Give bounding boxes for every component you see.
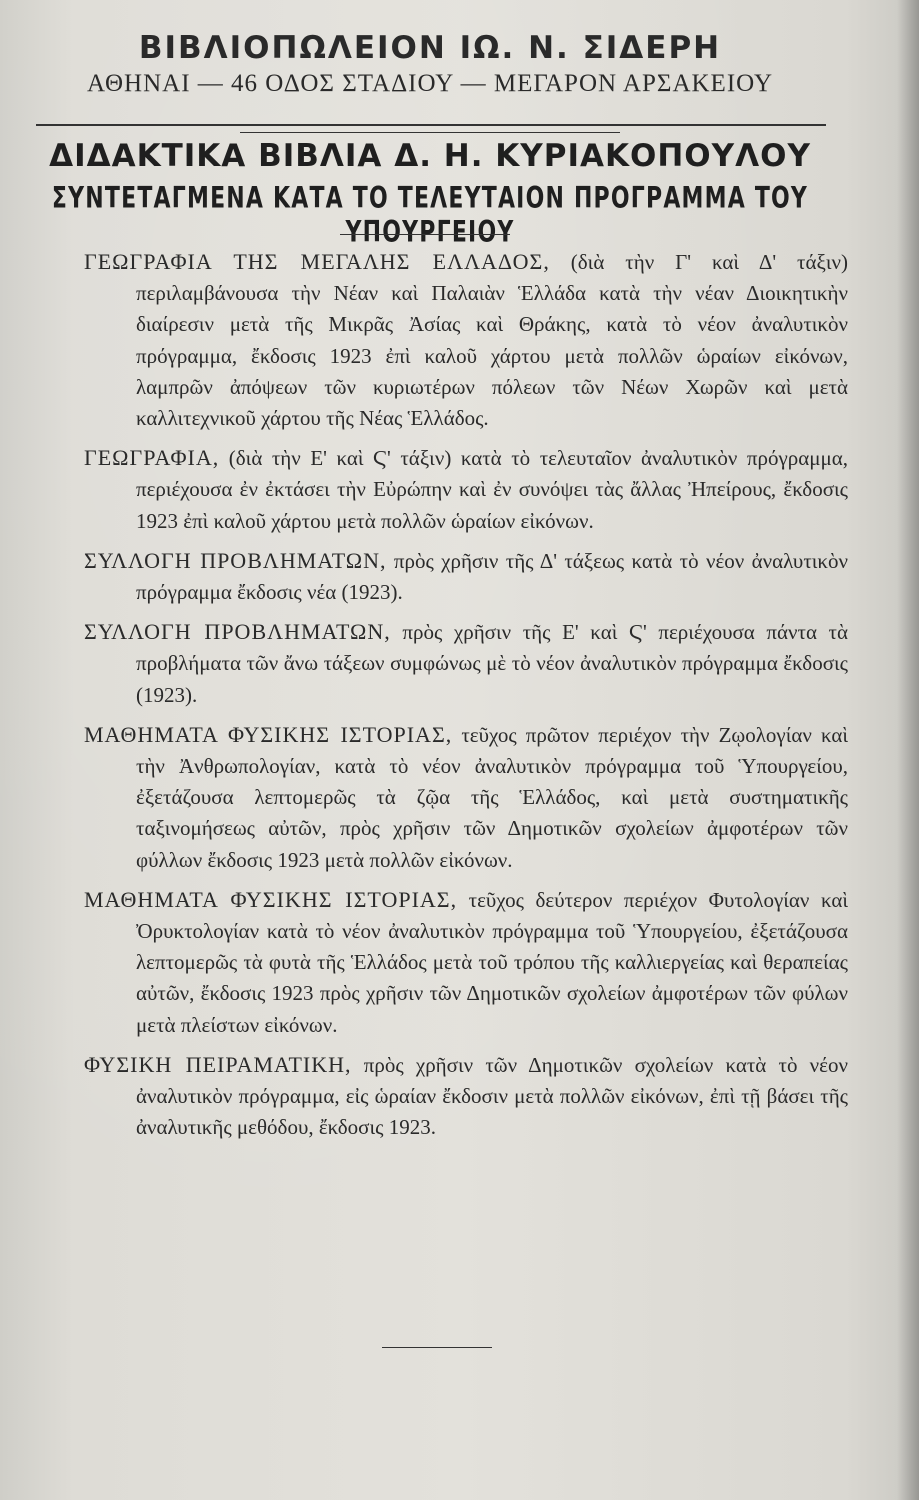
book-list (84, 246, 848, 1151)
book-entry (84, 545, 848, 608)
book-entry (84, 442, 848, 537)
book-title: ΣΥΛΛΟΓΗ ΠΡΟΒΛΗΜΑΤΩΝ, (84, 547, 387, 573)
book-description: πρὸς χρῆσιν τῆς Δ' τάξεως κατὰ τὸ νέον ἀναλυτικὸν πρόγραμμα ἔκδοσις νέα (1923). (136, 548, 848, 605)
header-rule (36, 124, 826, 126)
book-title: ΜΑΘΗΜΑΤΑ ΦΥΣΙΚΗΣ ΙΣΤΟΡΙΑΣ, (84, 721, 453, 747)
book-entry (84, 1049, 848, 1144)
book-description: πρὸς χρῆσιν τῶν Δημοτικῶν σχολείων κατὰ τὸ νέον ἀναλυτικὸν πρόγραμμα, εἰς ὡραίαν ἔκδοσιν μετὰ πολλῶν εἰκόνων, ἐπὶ τῇ βάσει τῆς ἀναλυτικῆς μεθόδου, ἔκδοσις 1923. (136, 1052, 848, 1140)
book-title: ΓΕΩΓΡΑΦΙΑ ΤΗΣ ΜΕΓΑΛΗΣ ΕΛΛΑΔΟΣ, (84, 249, 550, 274)
book-title: ΓΕΩΓΡΑΦΙΑ, (84, 445, 220, 471)
book-entry (84, 246, 848, 434)
page-edge-shadow (897, 0, 919, 1500)
book-entry (84, 616, 848, 711)
header-rule-thin (240, 132, 620, 133)
footer-divider (382, 1347, 492, 1348)
book-description: πρὸς χρῆσιν τῆς Ε' καὶ Ϛ' περιέχουσα πάντα τὰ προβλήματα τῶν ἄνω τάξεων συμφώνως μὲ τὸ νέον ἀναλυτικὸν πρόγραμμα ἔκδοσις (1923). (136, 620, 849, 707)
book-entry (84, 884, 848, 1041)
book-description: τεῦχος πρῶτον περιέχον τὴν Ζῳολογίαν καὶ τὴν Ἀνθρωπολογίαν, κατὰ τὸ νέον ἀναλυτικὸν πρόγραμμα τοῦ Ὑπουργείου, ἐξετάζουσα λεπτομερῶς τὰ ζῷα τῆς Ἑλλάδος, καὶ μετὰ συστηματικῆς ταξινομήσεως αὐτῶν, πρὸς χρῆσιν τῶν Δημοτικῶν σχολείων ἀμφοτέρων τῶν φύλλων ἔκδοσις 1923 μετὰ πολλῶν εἰκόνων. (136, 722, 849, 872)
title-divider (340, 234, 510, 235)
book-entry (84, 719, 848, 876)
publisher-name: ΒΙΒΛΙΟΠΩΛΕΙΟΝ ΙΩ. Ν. ΣΙΔΕΡΗ (138, 30, 722, 66)
document-title: ΔΙΔΑΚΤΙΚΑ ΒΙΒΛΙΑ Δ. Η. ΚΥΡΙΑΚΟΠΟΥΛΟΥ (49, 138, 811, 174)
book-title: ΜΑΘΗΜΑΤΑ ΦΥΣΙΚΗΣ ΙΣΤΟΡΙΑΣ, (84, 886, 458, 912)
book-description: (διὰ τὴν Γ' καὶ Δ' τάξιν) περιλαμβάνουσα τὴν Νέαν καὶ Παλαιὰν Ἑλλάδα κατὰ τὴν νέαν Διοικητικὴν διαίρεσιν μετὰ τῆς Μικρᾶς Ἀσίας καὶ Θράκης, κατὰ τὸ νέον ἀναλυτικὸν πρόγραμμα, ἔκδοσις 1923 ἐπὶ καλοῦ χάρτου μετὰ πολλῶν ὡραίων εἰκόνων, λαμπρῶν ἀπόψεων τῶν κυριωτέρων πόλεων τῶν Νέων Χωρῶν καὶ μετὰ καλλιτεχνικοῦ χάρτου τῆς Νέας Ἑλλάδος. (136, 250, 848, 431)
book-description: τεῦχος δεύτερον περιέχον Φυτολογίαν καὶ Ὀρυκτολογίαν κατὰ τὸ νέον ἀναλυτικὸν πρόγραμμα τοῦ Ὑπουργείου, ἐξετάζουσα λεπτομερῶς τὰ φυτὰ τῆς Ἑλλάδος μετὰ τοῦ τρόπου τῆς καλλιεργείας καὶ θεραπείας αὐτῶν, ἔκδοσις 1923 πρὸς χρῆσιν τῶν Δημοτικῶν σχολείων ἀμφοτέρων τῶν φύλων μετὰ πλείστων εἰκόνων. (136, 887, 848, 1037)
document-subtitle: ΣΥΝΤΕΤΑΓΜΕΝΑ ΚΑΤΑ ΤΟ ΤΕΛΕΥΤΑΙΟΝ ΠΡΟΓΡΑΜΜΑ ΤΟΥ ΥΠΟΥΡΓΕΙΟΥ (51, 182, 809, 250)
publisher-address: ΑΘΗΝΑΙ — 46 ΟΔΟΣ ΣΤΑΔΙΟΥ — ΜΕΓΑΡΟΝ ΑΡΣΑΚΕΙΟΥ (86, 70, 774, 97)
book-description: (διὰ τὴν Ε' καὶ Ϛ' τάξιν) κατὰ τὸ τελευταῖον ἀναλυτικὸν πρόγραμμα, περιέχουσα ἐν ἐκτάσει τὴν Εὐρώπην καὶ ἐν συνόψει τὰς ἄλλας Ἠπείρους, ἔκδοσις 1923 ἐπὶ καλοῦ χάρτου μετὰ πολλῶν ὡραίων εἰκόνων. (136, 446, 848, 533)
book-title: ΦΥΣΙΚΗ ΠΕΙΡΑΜΑΤΙΚΗ, (84, 1051, 352, 1077)
book-title: ΣΥΛΛΟΓΗ ΠΡΟΒΛΗΜΑΤΩΝ, (84, 619, 391, 645)
